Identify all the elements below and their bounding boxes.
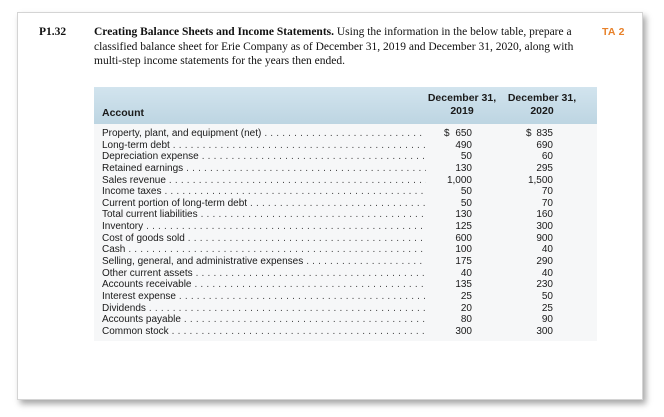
- header-col-2019-line2: 2019: [450, 104, 474, 117]
- problem-statement: [94, 25, 599, 69]
- table-body: [94, 124, 597, 341]
- row-value-2020: 60: [541, 151, 553, 163]
- table-row: [94, 291, 597, 303]
- row-label: Current portion of long-term debt . . .: [102, 198, 426, 210]
- row-value-2020: 50: [541, 290, 553, 302]
- row-value-2019: 600: [455, 232, 472, 244]
- row-value-2020: 835: [536, 128, 553, 139]
- row-label: Cash . . .: [102, 244, 426, 256]
- row-value-2020: 90: [541, 314, 553, 326]
- problem-number: P1.32: [39, 26, 67, 38]
- row-value-2020: 300: [536, 325, 553, 337]
- row-label: Depreciation expense . . .: [102, 151, 426, 163]
- header-col-2020-line2: 2020: [530, 104, 554, 117]
- row-label: Dividends . . .: [102, 303, 426, 315]
- problem-heading: Creating Balance Sheets and Income Statements.: [94, 26, 334, 38]
- table-row: [94, 244, 597, 256]
- header-account: Account: [102, 107, 144, 119]
- row-label: Common stock . . .: [102, 326, 426, 338]
- table-row: [94, 163, 597, 175]
- row-value-2019: 650: [455, 128, 472, 139]
- row-value-2020: 40: [541, 267, 553, 279]
- table-header: [94, 87, 597, 124]
- row-value-2019: 50: [460, 151, 472, 163]
- row-value-2020: 160: [536, 209, 553, 221]
- table-row: [94, 314, 597, 326]
- row-value-2020: 40: [541, 244, 553, 256]
- row-value-2020: 295: [536, 162, 553, 174]
- row-value-2020: 1,500: [527, 174, 553, 186]
- row-value-2019: 40: [460, 267, 472, 279]
- ta-badge: TA 2: [602, 26, 625, 38]
- row-value-2020: 300: [536, 221, 553, 233]
- row-label: Accounts payable . . .: [102, 314, 426, 326]
- row-value-2019: 300: [455, 325, 472, 337]
- row-label: Selling, general, and administrative expenses . . .: [102, 256, 426, 268]
- table-row: [94, 256, 597, 268]
- row-label: Other current assets . . .: [102, 268, 426, 280]
- row-value-2020: 70: [541, 186, 553, 198]
- row-label: Property, plant, and equipment (net) . . .: [102, 128, 426, 140]
- row-label: Total current liabilities . . .: [102, 209, 426, 221]
- table-row: [94, 128, 597, 140]
- row-value-2019: 130: [455, 162, 472, 174]
- row-value-2019: 100: [455, 244, 472, 256]
- row-value-2020: 690: [536, 139, 553, 151]
- problem-body: Using the information in the below table, prepare a classified balance sheet for Erie Company as of December 31, 2019 and December 31, 2020, along with multi-step income statements for the years then ended.: [94, 26, 574, 67]
- row-label: Income taxes . . .: [102, 186, 426, 198]
- row-value-2019: 490: [455, 139, 472, 151]
- row-label: Sales revenue . . .: [102, 175, 426, 187]
- row-value-2020: 900: [536, 232, 553, 244]
- row-value-2019: 50: [460, 186, 472, 198]
- table-row: [94, 233, 597, 245]
- row-label: Retained earnings . . .: [102, 163, 426, 175]
- row-label: Accounts receivable . . .: [102, 279, 426, 291]
- table-row: [94, 279, 597, 291]
- header-col-2020: [502, 92, 582, 117]
- row-label: Inventory . . .: [102, 221, 426, 233]
- textbook-page: [17, 12, 643, 400]
- currency-symbol-2019: $: [444, 128, 450, 139]
- data-table: [94, 87, 597, 341]
- table-row: [94, 303, 597, 315]
- row-label: Cost of goods sold . . .: [102, 233, 426, 245]
- table-row: [94, 326, 597, 338]
- row-value-2019: 50: [460, 197, 472, 209]
- table-row: [94, 175, 597, 187]
- row-value-2019: 175: [455, 256, 472, 268]
- table-row: [94, 198, 597, 210]
- row-value-2019: 20: [460, 302, 472, 314]
- header-col-2019: [422, 92, 502, 117]
- row-value-2019: 25: [460, 290, 472, 302]
- row-value-2020: 25: [541, 302, 553, 314]
- table-row: [94, 186, 597, 198]
- row-value-2020: 230: [536, 279, 553, 291]
- table-row: [94, 268, 597, 280]
- header-col-2020-line1: December 31,: [507, 92, 577, 104]
- header-col-2019-line1: December 31,: [427, 92, 497, 104]
- row-value-2019: 130: [455, 209, 472, 221]
- row-value-2019: 125: [455, 221, 472, 233]
- table-row: [94, 140, 597, 152]
- row-label: Interest expense . . .: [102, 291, 426, 303]
- row-label: Long-term debt . . .: [102, 140, 426, 152]
- row-value-2020: 70: [541, 197, 553, 209]
- table-row: [94, 151, 597, 163]
- table-row: [94, 209, 597, 221]
- row-value-2020: 290: [536, 256, 553, 268]
- row-value-2019: 80: [460, 314, 472, 326]
- currency-symbol-2020: $: [526, 128, 532, 139]
- table-row: [94, 221, 597, 233]
- row-value-2019: 1,000: [446, 174, 472, 186]
- row-value-2019: 135: [455, 279, 472, 291]
